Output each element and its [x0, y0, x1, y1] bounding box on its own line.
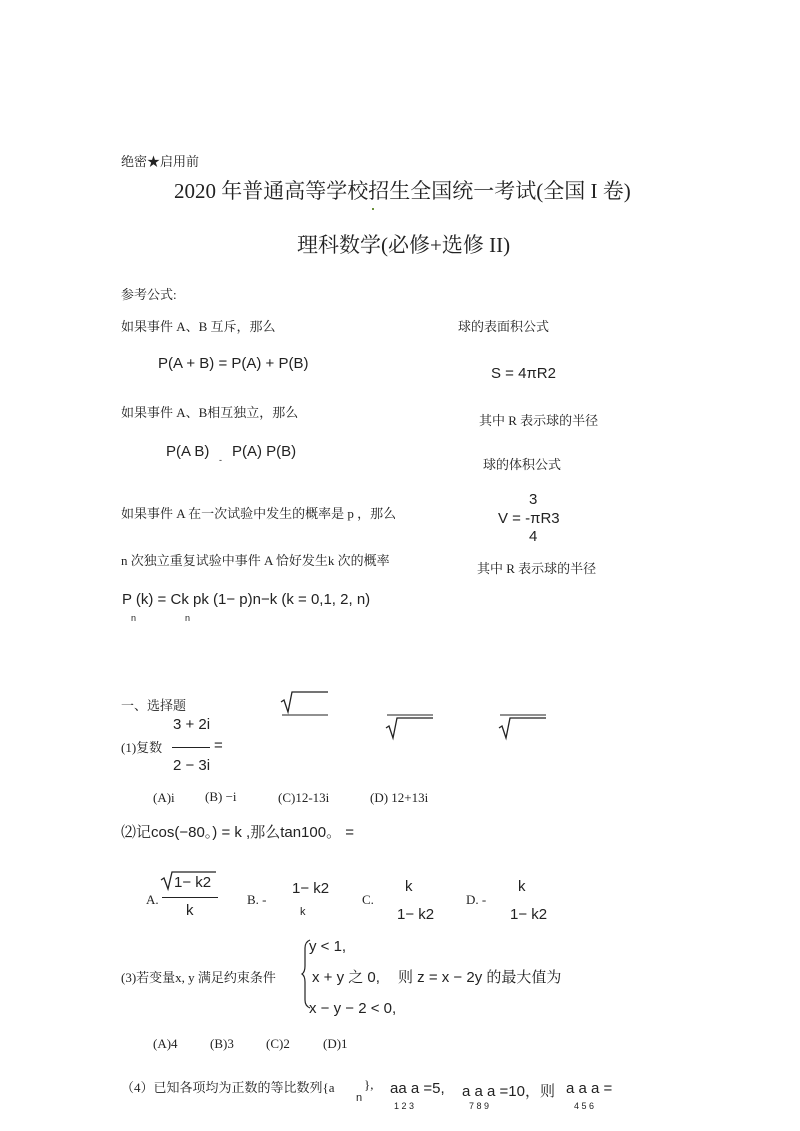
q2-option-b-label: B. - — [247, 892, 267, 907]
q3-objective: 则 z = x − 2y 的最大值为 — [398, 969, 562, 986]
exam-title: 2020 年普通高等学校招生全国统一考试(全国 I 卷) — [174, 179, 631, 203]
q2-option-c-numerator: k — [405, 878, 413, 895]
q2-option-b-denominator: k — [300, 906, 306, 918]
trial-text: 如果事件 A 在一次试验中发生的概率是 p ，那么 — [121, 506, 397, 521]
q1-option-a: (A)i — [153, 790, 175, 805]
q2-option-d-label: D. - — [466, 892, 487, 907]
radius-note-2: 其中 R 表示球的半径 — [477, 561, 597, 576]
independent-formula-mid: - — [219, 455, 222, 465]
q2-option-a-denominator: k — [186, 902, 194, 919]
q4-stem-close: }, — [364, 1077, 374, 1092]
binomial-subscript-left: n — [131, 613, 137, 623]
radical-sign-3 — [498, 713, 548, 741]
q4-term-3: a a a = — [566, 1080, 613, 1097]
decorative-dot — [372, 208, 374, 210]
q1-option-d: (D) 12+13i — [370, 790, 429, 805]
q1-denominator: 2 − 3i — [173, 757, 211, 774]
q2-option-a-numerator: 1− k2 — [174, 874, 212, 891]
radius-note-1: 其中 R 表示球的半径 — [479, 413, 599, 428]
volume-denominator: 4 — [529, 528, 538, 545]
binomial-formula: P (k) = Ck pk (1− p)n−k (k = 0,1, 2, n) — [122, 591, 371, 608]
q1-equals: = — [214, 737, 223, 754]
q4-term-1-subscripts: 1 2 3 — [394, 1101, 415, 1111]
independent-text: 如果事件 A、B相互独立，那么 — [121, 405, 299, 420]
q4-term-1: aa a =5, — [390, 1080, 445, 1097]
q2-option-c-label: C. — [362, 892, 374, 907]
binomial-subscript-right: n — [185, 613, 191, 623]
independent-formula-left: P(A B) — [166, 443, 210, 460]
q4-stem: （4）已知各项均为正数的等比数列{a — [121, 1080, 335, 1095]
sphere-volume-formula: V = -πR3 — [498, 510, 560, 527]
q3-option-d: (D)1 — [323, 1036, 348, 1051]
independent-formula-right: P(A) P(B) — [232, 443, 297, 460]
q3-constraint-1: y < 1, — [309, 938, 347, 955]
q3-prefix: (3)若变量x, y 满足约束条件 — [121, 970, 276, 985]
q4-term-2: a a a =10，则 — [462, 1083, 555, 1100]
q1-option-c: (C)12-13i — [278, 790, 330, 805]
mutex-formula: P(A + B) = P(A) + P(B) — [158, 355, 309, 372]
q2-option-d-denominator: 1− k2 — [510, 906, 548, 923]
q2-option-b-numerator: 1− k2 — [292, 880, 330, 897]
q3-option-a: (A)4 — [153, 1036, 178, 1051]
secret-mark: 绝密★启用前 — [121, 154, 200, 169]
q3-constraint-2: x + y 之 0, — [312, 969, 380, 986]
q4-stem-subscript: n — [356, 1092, 363, 1104]
q2-option-a-bar — [162, 897, 218, 898]
q3-constraint-3: x − y − 2 < 0, — [309, 1000, 397, 1017]
formulas-heading: 参考公式: — [121, 287, 177, 302]
volume-numerator: 3 — [529, 491, 538, 508]
q3-option-b: (B)3 — [210, 1036, 234, 1051]
q1-numerator: 3 + 2i — [173, 716, 211, 733]
q1-prefix: (1)复数 — [121, 740, 163, 755]
q2-option-c-denominator: 1− k2 — [397, 906, 435, 923]
radical-sign-1 — [280, 690, 330, 716]
q2-option-d-numerator: k — [518, 878, 526, 895]
q1-fraction-bar — [172, 747, 210, 748]
q2-stem: ⑵记cos(−80。) = k ,那么tan100。 = — [121, 824, 355, 841]
q4-term-2-subscripts: 7 8 9 — [469, 1101, 490, 1111]
q1-option-b: (B) −i — [205, 789, 237, 804]
q4-term-3-subscripts: 4 5 6 — [574, 1101, 595, 1111]
mutex-text: 如果事件 A、B 互斥，那么 — [121, 319, 276, 334]
sphere-area-formula: S = 4πR2 — [491, 365, 556, 382]
radical-sign-2 — [385, 713, 435, 741]
exam-subtitle: 理科数学(必修+选修 II) — [297, 233, 511, 257]
section-heading: 一、选择题 — [121, 698, 187, 713]
q2-option-a-label: A. — [146, 892, 159, 907]
sphere-volume-label: 球的体积公式 — [483, 457, 562, 472]
sphere-area-label: 球的表面积公式 — [458, 319, 550, 334]
q3-option-c: (C)2 — [266, 1036, 290, 1051]
repeat-trial-text: n 次独立重复试验中事件 A 恰好发生k 次的概率 — [121, 553, 390, 568]
